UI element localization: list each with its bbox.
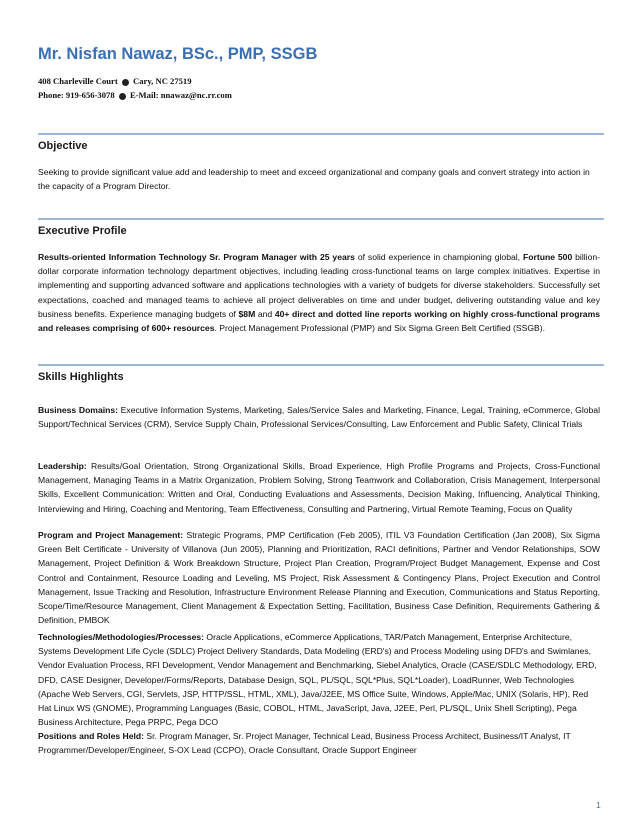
executive-profile-heading: Executive Profile [38,225,127,237]
section-divider [38,133,604,135]
phone-number: Phone: 919-656-3078 [38,90,115,100]
leadership-text: Results/Goal Orientation, Strong Organizational Skills, Broad Experience, High Profile Programs and Projects, Cross-Functional Management, Managing Teams in a Matrix Organization, Problem Solving, Strong Teamwork and Collaboration, Crisis Management, Interpersonal Skills, Excellent Communication: Written and Oral, Conducting Evaluations and Assessments, Decision Making, Influencing, Analytical Thinking, Interviewing and Hiring, Coaching and Mentoring, Team Effectiveness, Consulting and Partnering, Virtual Remote Teaming, Focus on Quality [38,461,600,514]
profile-fortune-bold: Fortune 500 [522,252,573,262]
page-number: 1 [596,800,601,810]
section-divider [38,218,604,220]
profile-tail-text: . Project Management Professional (PMP) and Six Sigma Green Belt Certified (SSGB). [214,323,546,334]
executive-profile-text [38,250,600,335]
bullet-icon [122,79,129,86]
leadership-paragraph [38,459,600,516]
email-address[interactable]: E-Mail: nnawaz@nc.rr.com [129,90,232,100]
positions-paragraph [38,729,600,757]
program-management-label: Program and Project Management: [38,530,184,540]
business-domains-label: Business Domains: [38,405,119,415]
street-address: 408 Charleville Court [38,76,118,86]
profile-budget-bold: $8M [238,308,256,319]
objective-heading: Objective [38,140,88,152]
objective-text: Seeking to provide significant value add and leadership to meet and exceed organizational and company goals and convert strategy into action in the capacity of a Program Director. [38,167,590,192]
program-management-text: Strategic Programs, PMP Certification (Feb 2005), ITIL V3 Foundation Certification (Jan 2008), Six Sigma Green Belt Certificate - University of Villanova (Jun 2005), Planning and Prioritization, RACI definitions, Partner and Vendor Relationships, SOW Management, Project Definition & Work Breakdown Structure, Project Plan Creation, Program/Project Budget Management, Expense and Cost Control and Containment, Resource Loading and Leveling, MS Project, Risk Assessment & Contingency Plans, Project Execution and Control Management, Issue Tracking and Resolution, Infrastructure Environment Release Planning and Execution, Communications and Status Reporting, Scope/Time/Resource Management, Client Management & Expectation Setting, Facilitation, Business Case Definition, Requirements Gathering & Definition, PMBOK [38,530,601,626]
address-line [38,76,192,86]
positions-label: Positions and Roles Held: [38,731,145,741]
city-state-zip: Cary, NC 27519 [133,76,192,86]
candidate-name: Mr. Nisfan Nawaz, BSc., PMP, SSGB [38,45,318,63]
technologies-label: Technologies/Methodologies/Processes: [38,632,205,642]
leadership-label: Leadership: [38,461,87,471]
business-domains-paragraph [38,403,600,431]
positions-text: Sr. Program Manager, Sr. Project Manager, Technical Lead, Business Process Architect, Business/IT Analyst, IT Programmer/Developer/Engineer, S-OX Lead (CCPO), Oracle Consultant, Oracle Support Engineer [38,731,571,756]
technologies-paragraph [38,630,600,729]
profile-and-text: and [255,308,275,319]
skills-heading: Skills Highlights [38,371,124,383]
bullet-icon [119,93,126,100]
profile-lead-text: of solid experience in championing global, [354,252,523,262]
section-divider [38,364,604,366]
profile-body-text: billion-dollar corporate information technology department objectives, including leading cross-functional teams on large complex initiatives. Expertise in implementing and supporting advanced software and applications technologies with a variety of budgets for diverse stakeholders. Successfully set expectations, coached and managed teams to achieve all project deliverables on time and under budget, delivering outstanding value and key business benefits. Experience managing budgets of [38,252,600,319]
contact-line [38,90,232,100]
business-domains-text: Executive Information Systems, Marketing, Sales/Service Sales and Marketing, Finance, Legal, Training, eCommerce, Global Support/Technical Services (CRM), Service Supply Chain, Professional Services/Consulting, Law Enforcement and Public Safety, Clinical Trials [38,405,600,430]
profile-lead-bold: Results-oriented Information Technology Sr. Program Manager with 25 years [38,252,355,262]
program-management-paragraph [38,528,600,627]
profile-reports-bold: 40+ direct and dotted line reports working on highly cross-functional programs and releases comprising of 600+ resources [38,308,601,334]
technologies-text: Oracle Applications, eCommerce Applications, TAR/Patch Management, Enterprise Architecture, Systems Development Life Cycle (SDLC) Project Delivery Standards, Data Modeling (ERD's) and Process Modeling using DFD's and Swimlanes, Vendor Evaluation Process, RFI Development, Vendor Management and Benchmarking, Siebel Analytics, Oracle (CASE/SDLC Methodology, ERD, DFD, CASE Designer, Developer/Forms/Reports, Database Design, SQL, PL/SQL, SQL*Plus, SQL*Loader), LoadRunner, Web Technologies (Apache Web Servers, CGI, Servlets, JSP, HTTP/SSL, HTML, XML), Java/J2EE, MS Office Suite, Windows, Apple/Mac, UNIX (Solaris, HP), Red Hat Linux WS (GNOME), Programming Languages (Basic, COBOL, HTML, JavaScript, Java, J2EE, Perl, PL/SQL, Unix Shell Scripting), Pega Business Architecture, Pega PRPC, Pega DCO [38,632,597,728]
